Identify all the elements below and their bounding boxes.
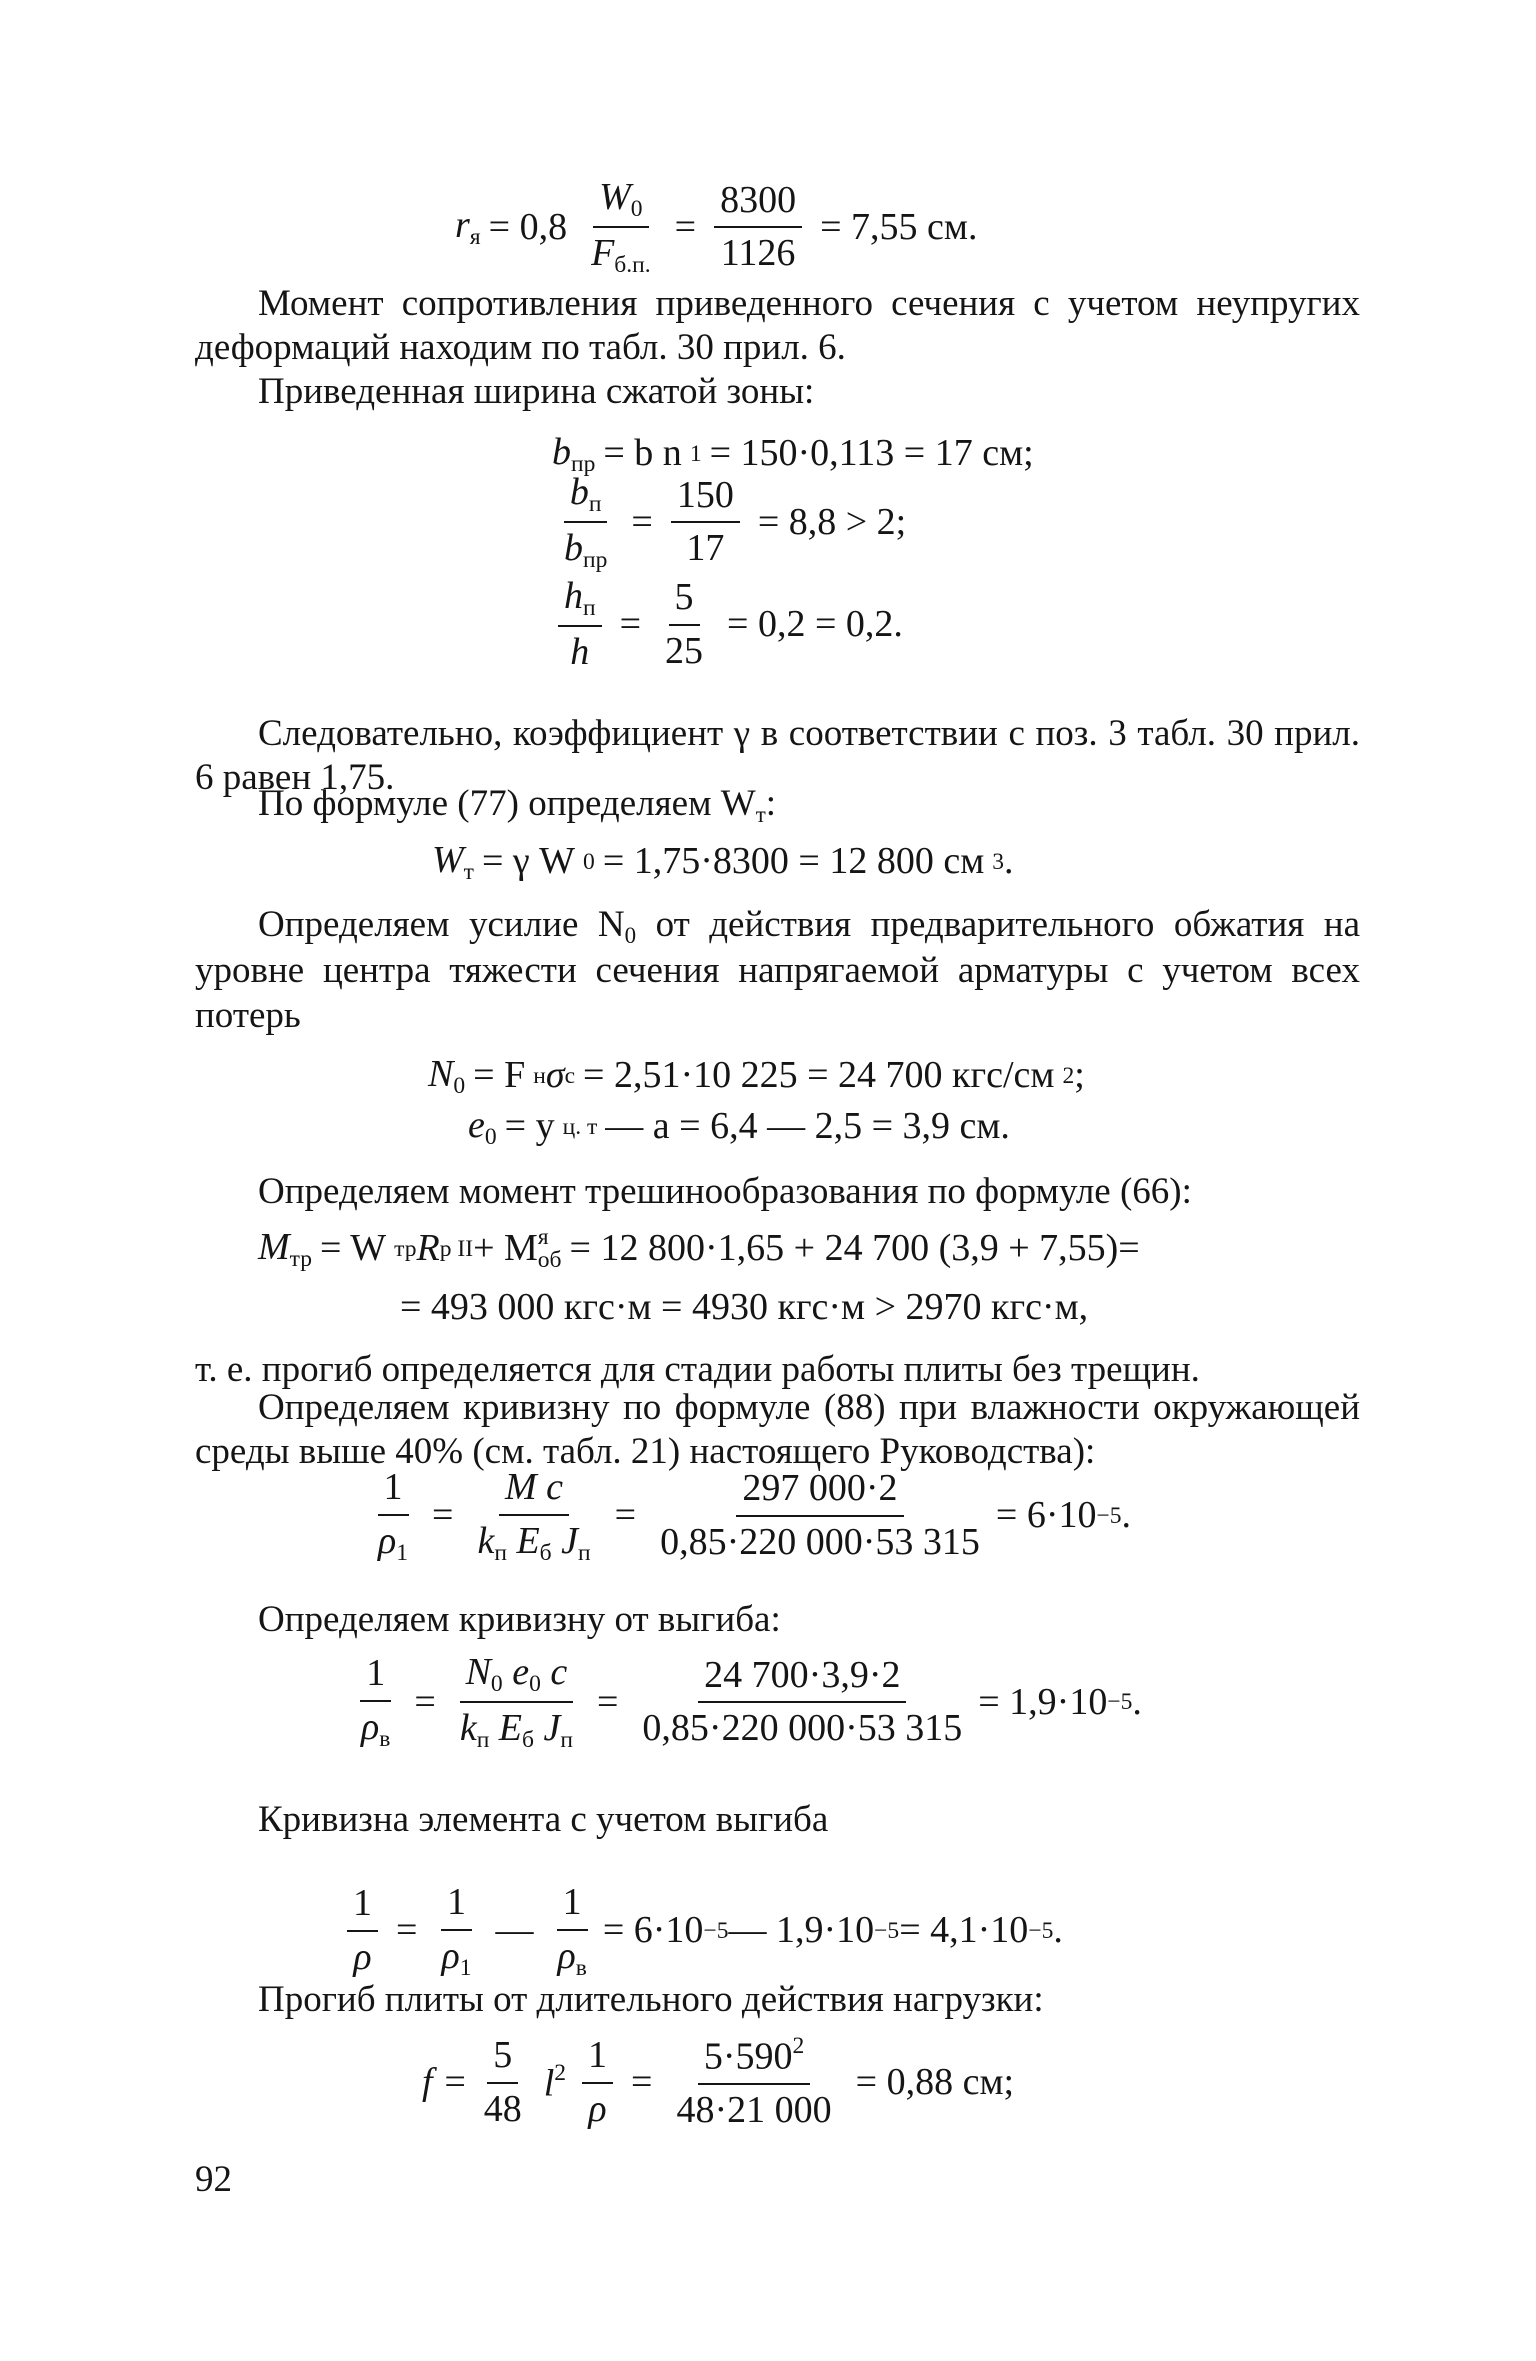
paragraph-7: т. е. прогиб определяется для стадии работы плиты без трещин. [195,1349,1200,1390]
eq-subscript: б.п. [614,252,651,279]
fraction [471,1465,596,1567]
equation-rho1 [362,1465,1131,1567]
eq-text: = 2,51·10 225 = 24 700 кгс/см [583,1054,1055,1097]
eq-symbol: ρ [588,2087,607,2130]
fraction [582,2033,613,2132]
eq-text: = [674,205,697,248]
eq-subscript: н [533,1063,546,1090]
eq-text: = 0,8 [488,205,568,248]
fraction [347,1881,378,1980]
eq-subscript: с [564,1063,576,1090]
eq-superscript: −5 [874,1917,900,1944]
equation-n0 [428,1052,1085,1100]
eq-symbol: ρ [557,1934,576,1977]
fraction [654,1466,986,1565]
eq-symbol: N [465,1651,491,1693]
paragraph-10: Кривизна элемента с учетом выгиба [258,1799,829,1840]
paragraph-4 [195,782,1360,828]
eq-subscript: тр [394,1236,417,1263]
eq-subscript: 1 [459,1954,472,1981]
equation-ratio-h [548,574,911,676]
fraction-numerator: 1 [360,1651,391,1702]
fraction [670,2032,837,2134]
eq-text: = F [473,1054,526,1097]
eq-symbol: ρ [361,1705,380,1748]
eq-text: = W [320,1227,387,1270]
equation-rho [337,1880,1063,1982]
eq-subscript: пр [583,547,608,574]
eq-superscript: −5 [703,1917,729,1944]
eq-subscript: 0 [490,1671,503,1698]
eq-text: = 4,1·10 [899,1909,1029,1952]
fraction-numerator: 1 [378,1465,409,1516]
eq-symbol: r [455,204,470,247]
eq-symbol: E [489,1707,523,1750]
eq-subscript: 0 [624,922,637,948]
fraction-numerator: 1 [347,1881,378,1932]
eq-text: — a = 6,4 — 2,5 = 3,9 см. [605,1105,1010,1148]
eq-subscript: 0 [583,849,595,876]
eq-text: . [1121,1494,1132,1537]
eq-subscript: 0 [630,196,643,223]
eq-text: — 1,9·10 [728,1909,875,1952]
eq-subscript: п [583,595,596,622]
eq-text: = [432,1494,454,1537]
eq-text: = 6·10 [995,1494,1097,1537]
eq-symbol: e [502,1651,530,1693]
eq-text: = y [504,1105,555,1148]
fraction-numerator: 297 000·2 [736,1466,903,1517]
equation-wt [432,838,1014,886]
eq-text: = [614,1494,637,1537]
eq-subscript: п [578,1539,591,1566]
eq-text: = 0,88 см; [855,2060,1015,2103]
eq-symbol: J [551,1519,579,1562]
fraction-denominator: 25 [665,629,704,672]
eq-text: = [396,1909,418,1952]
equation-e0 [468,1103,1018,1151]
eq-symbol: σ [545,1054,565,1097]
equation-rhov [345,1650,1142,1755]
fraction-numerator: 1 [441,1880,472,1931]
eq-superscript: −5 [1107,1689,1133,1716]
eq-subscript: 0 [453,1073,466,1100]
eq-text: . [1053,1909,1063,1952]
eq-superscript: 2 [792,2033,805,2059]
eq-superscript: 3 [992,849,1005,876]
eq-symbol: b [564,527,583,570]
paragraph-1: Момент сопротивления приведенного сечения с учетом неупругих деформаций находим по табл. 30 прил. 6. [195,283,1360,369]
eq-text: . [1004,840,1014,883]
eq-subscript: т [463,859,474,886]
eq-symbol: ρ [378,1519,397,1562]
fraction [478,2033,528,2132]
fraction-numerator: 1 [557,1880,588,1931]
paragraph-5 [195,903,1360,1038]
eq-text: = [596,1680,619,1723]
eq-subscript: т [755,801,766,827]
eq-text: = 8,8 > 2; [757,500,907,543]
paragraph-11: Прогиб плиты от длительного действия нагрузки: [258,1979,1044,2020]
eq-superscript: −5 [1096,1502,1122,1529]
text-run: от действия предварительного обжатия на уровне центра тяжести сечения напрягаемой арматуры с учетом всех потерь [195,904,1361,1036]
eq-symbol: e [468,1104,485,1146]
fraction [558,470,613,575]
fraction-numerator: 150 [671,473,740,524]
eq-symbol: h [564,575,583,617]
eq-subscript: р II [439,1236,474,1263]
text-run: : [765,783,776,824]
eq-subscript: в [575,1954,587,1981]
eq-text: = 493 000 кгс·м = 4930 кгс·м > 2970 кгс·м, [400,1286,1089,1328]
paragraph-2: Приведенная ширина сжатой зоны: [258,371,815,412]
eq-symbol: M c [505,1466,564,1508]
eq-text: = [631,500,653,543]
fraction [636,1653,968,1752]
eq-subscript: об [537,1247,562,1274]
eq-subscript: п [494,1539,507,1566]
text-run: По формуле (77) определяем W [258,783,756,824]
equation-mtr-2 [400,1285,1088,1331]
fraction [714,178,802,277]
equation-ratio-b [548,470,914,575]
eq-symbol: c [540,1651,568,1693]
eq-text: + M [473,1227,538,1270]
eq-symbol: k [459,1707,477,1750]
eq-symbol: W [432,839,464,881]
fraction-numerator: 5 [669,575,700,626]
eq-text: = 1,9·10 [978,1680,1108,1723]
eq-subscript: 1 [689,441,702,468]
eq-subscript: я [469,224,481,251]
eq-symbol: F [591,232,615,275]
eq-symbol: k [477,1519,495,1562]
fraction-denominator: 0,85·220 000·53 315 [660,1520,980,1563]
eq-subscript: б [522,1727,534,1754]
eq-subscript: ц. т [562,1114,598,1141]
page-number: 92 [195,2159,232,2200]
fraction [372,1465,414,1567]
eq-text: = [619,603,642,646]
eq-superscript: 2 [554,2059,567,2086]
eq-symbol: N [428,1053,454,1095]
paragraph-6: Определяем момент трешинообразования по формуле (66): [258,1171,1192,1212]
eq-symbol: J [534,1707,561,1750]
fraction-numerator: 1 [582,2033,613,2084]
fraction [435,1880,477,1982]
equation-ry [455,175,985,280]
fraction [671,473,740,572]
fraction [558,574,602,676]
eq-subscript: в [379,1726,391,1753]
eq-text: = 7,55 см. [820,205,978,248]
text-run: Определяем усилие N [258,904,625,945]
eq-subscript: тр [289,1246,313,1273]
eq-symbol: E [506,1519,540,1562]
fraction-denominator: 48 [483,2087,522,2130]
eq-text: = 1,75·8300 = 12 800 см [602,840,985,883]
fraction [454,1650,579,1755]
eq-symbol: W [599,176,631,218]
eq-subscript: 0 [484,1124,497,1151]
fraction [585,175,657,280]
eq-subscript: п [560,1727,573,1754]
eq-superscript: −5 [1028,1917,1054,1944]
eq-superscript: 2 [1062,1063,1075,1090]
fraction-denominator: 48·21 000 [676,2088,832,2131]
paragraph-3: Следовательно, коэффициент γ в соответствии с поз. 3 табл. 30 прил. 6 равен 1,75. [195,713,1360,799]
fraction-numerator: 5 [487,2033,518,2084]
eq-symbol: R [416,1227,440,1270]
eq-symbol: b [569,471,589,513]
fraction [551,1880,592,1982]
fraction-numerator: 8300 [714,178,802,229]
equation-mtr-1 [258,1225,1148,1273]
eq-text: = [414,1680,436,1723]
equation-f [422,2032,1022,2134]
eq-text: = 150·0,113 = 17 см; [709,432,1034,475]
eq-symbol: l [543,2062,555,2105]
eq-text: ; [1074,1054,1085,1097]
eq-symbol: h [570,631,590,674]
eq-text: = 0,2 = 0,2. [727,603,903,646]
eq-symbol: ρ [441,1934,460,1977]
eq-subscript: 1 [396,1539,409,1566]
eq-symbol: f = [422,2060,468,2103]
eq-subscript: п [588,491,602,518]
eq-text: = 6·10 [602,1909,704,1952]
paragraph-8: Определяем кривизну по формуле (88) при влажности окружающей среды выше 40% (см. табл. 21) настоящего Руководства): [195,1387,1360,1473]
eq-symbol: ρ [353,1935,372,1978]
eq-text: = b n [603,432,682,475]
fraction-numerator: 5·590 [703,2035,793,2078]
eq-text: = γ W [481,840,576,883]
fraction [659,575,709,674]
paragraph-9: Определяем кривизну от выгиба: [258,1599,781,1640]
eq-symbol: M [258,1226,290,1268]
eq-superscript: я [537,1223,549,1250]
eq-text: = 12 800·1,65 + 24 700 (3,9 + 7,55)= [569,1227,1140,1270]
eq-subscript: 0 [529,1671,541,1698]
eq-subscript: б [539,1539,552,1566]
eq-subscript: п [476,1727,490,1754]
fraction [355,1651,396,1753]
eq-text: = [631,2060,653,2103]
fraction-denominator: 0,85·220 000·53 315 [642,1707,963,1750]
fraction-denominator: 17 [686,527,725,570]
fraction-denominator: 1126 [720,232,796,275]
fraction-numerator: 24 700·3,9·2 [698,1653,906,1704]
eq-text: . [1132,1680,1142,1723]
eq-subscript: пр [571,451,596,478]
eq-text: — [495,1909,534,1952]
eq-symbol: b [552,431,571,473]
